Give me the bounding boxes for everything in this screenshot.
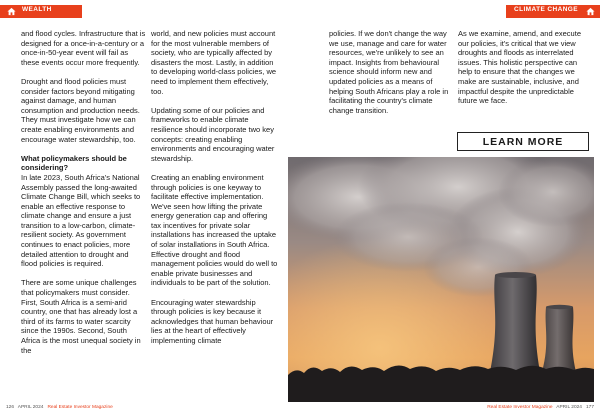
article-column-2	[151, 29, 279, 355]
section-label-wealth: WEALTH	[22, 6, 52, 13]
photo-frame	[288, 157, 594, 402]
paragraph: As we examine, amend, and execute our policies, it's critical that we view droughts and floods as interrelated issues. This holistic perspective can help to ensure that the changes we make are sustainable, inclusive, and impactful despite the unpredictable future we face.	[458, 29, 581, 106]
page-number: 177	[585, 405, 594, 410]
paragraph: Drought and flood policies must consider factors beyond mitigating against damage, and human consumption and production needs. They must investigate how we can create enabling environments and encourage water stewardship, too.	[21, 76, 140, 144]
paragraph: policies. If we don't change the way we use, manage and care for water resources, we're unlikely to see an impact. Insights from behavioural science should inform new and updated policies as a means of helping South Africans play a role in facilitating the country's climate change transition.	[329, 29, 449, 115]
paragraph: Creating an enabling environment through policies is one keyway to facilitate effective implementation. We've seen how lifting the private energy generation cap and offering tax incentives for private solar installations has increased the uptake of solar installations in South Africa. Effective drought and flood management policies would do well to enable private businesses and individuals to be part of the solution.	[151, 172, 278, 288]
cooling-towers-photo	[288, 157, 594, 402]
paragraph: world, and new policies must account for the most vulnerable members of society, who are typically affected by disasters the most. Lastly, in addition to developing world-class policies, we need to implement them effectively, too.	[151, 29, 277, 96]
paragraph: and flood cycles. Infrastructure that is designed for a once-in-a-century or a once-in-50-year event will fail as these events occur more frequently.	[21, 29, 146, 67]
page-number: 126	[6, 405, 15, 410]
magazine-name: Real Estate Investor Magazine	[487, 405, 553, 410]
magazine-name: Real Estate Investor Magazine	[47, 405, 113, 410]
article-column-3	[329, 29, 449, 125]
paragraph: There are some unique challenges that policymakers must consider. First, South Africa is a semi-arid country, one that has already lost a third of its farms to water scarcity since the 1990s. Second, South Africa is the most unequal society in the	[21, 278, 141, 355]
article-column-1	[21, 29, 146, 365]
section-bar-wealth	[0, 5, 82, 18]
issue-date: APRIL 2024	[17, 405, 44, 410]
section-bar-climate-change	[506, 5, 600, 18]
paragraph: Encouraging water stewardship through policies is key because it acknowledges that human behaviour lies at the heart of effectively implementing climate	[151, 297, 274, 345]
house-icon	[7, 7, 16, 16]
section-heading: What policymakers should be considering?	[21, 153, 127, 173]
article-column-4	[458, 29, 583, 115]
house-icon	[586, 7, 595, 16]
footer-left	[6, 405, 113, 410]
footer-right	[487, 405, 594, 410]
issue-date: APRIL 2024	[556, 405, 582, 410]
paragraph: In late 2023, South Africa's National Assembly passed the long-awaited Climate Change Bill, which seeks to enable an effective response to climate change and ensure a just transition to a low-carbon, climate-resilient society. As government continues to enact policies, more detailed attention to drought and flood policies is required.	[21, 172, 141, 269]
learn-more-button[interactable]: LEARN MORE	[457, 132, 589, 151]
paragraph: Updating some of our policies and frameworks to enable climate resilience should incorporate two key concepts: creating enabling environments and encouraging water stewardship.	[151, 105, 275, 163]
section-label-climate-change: CLIMATE CHANGE	[514, 6, 578, 13]
